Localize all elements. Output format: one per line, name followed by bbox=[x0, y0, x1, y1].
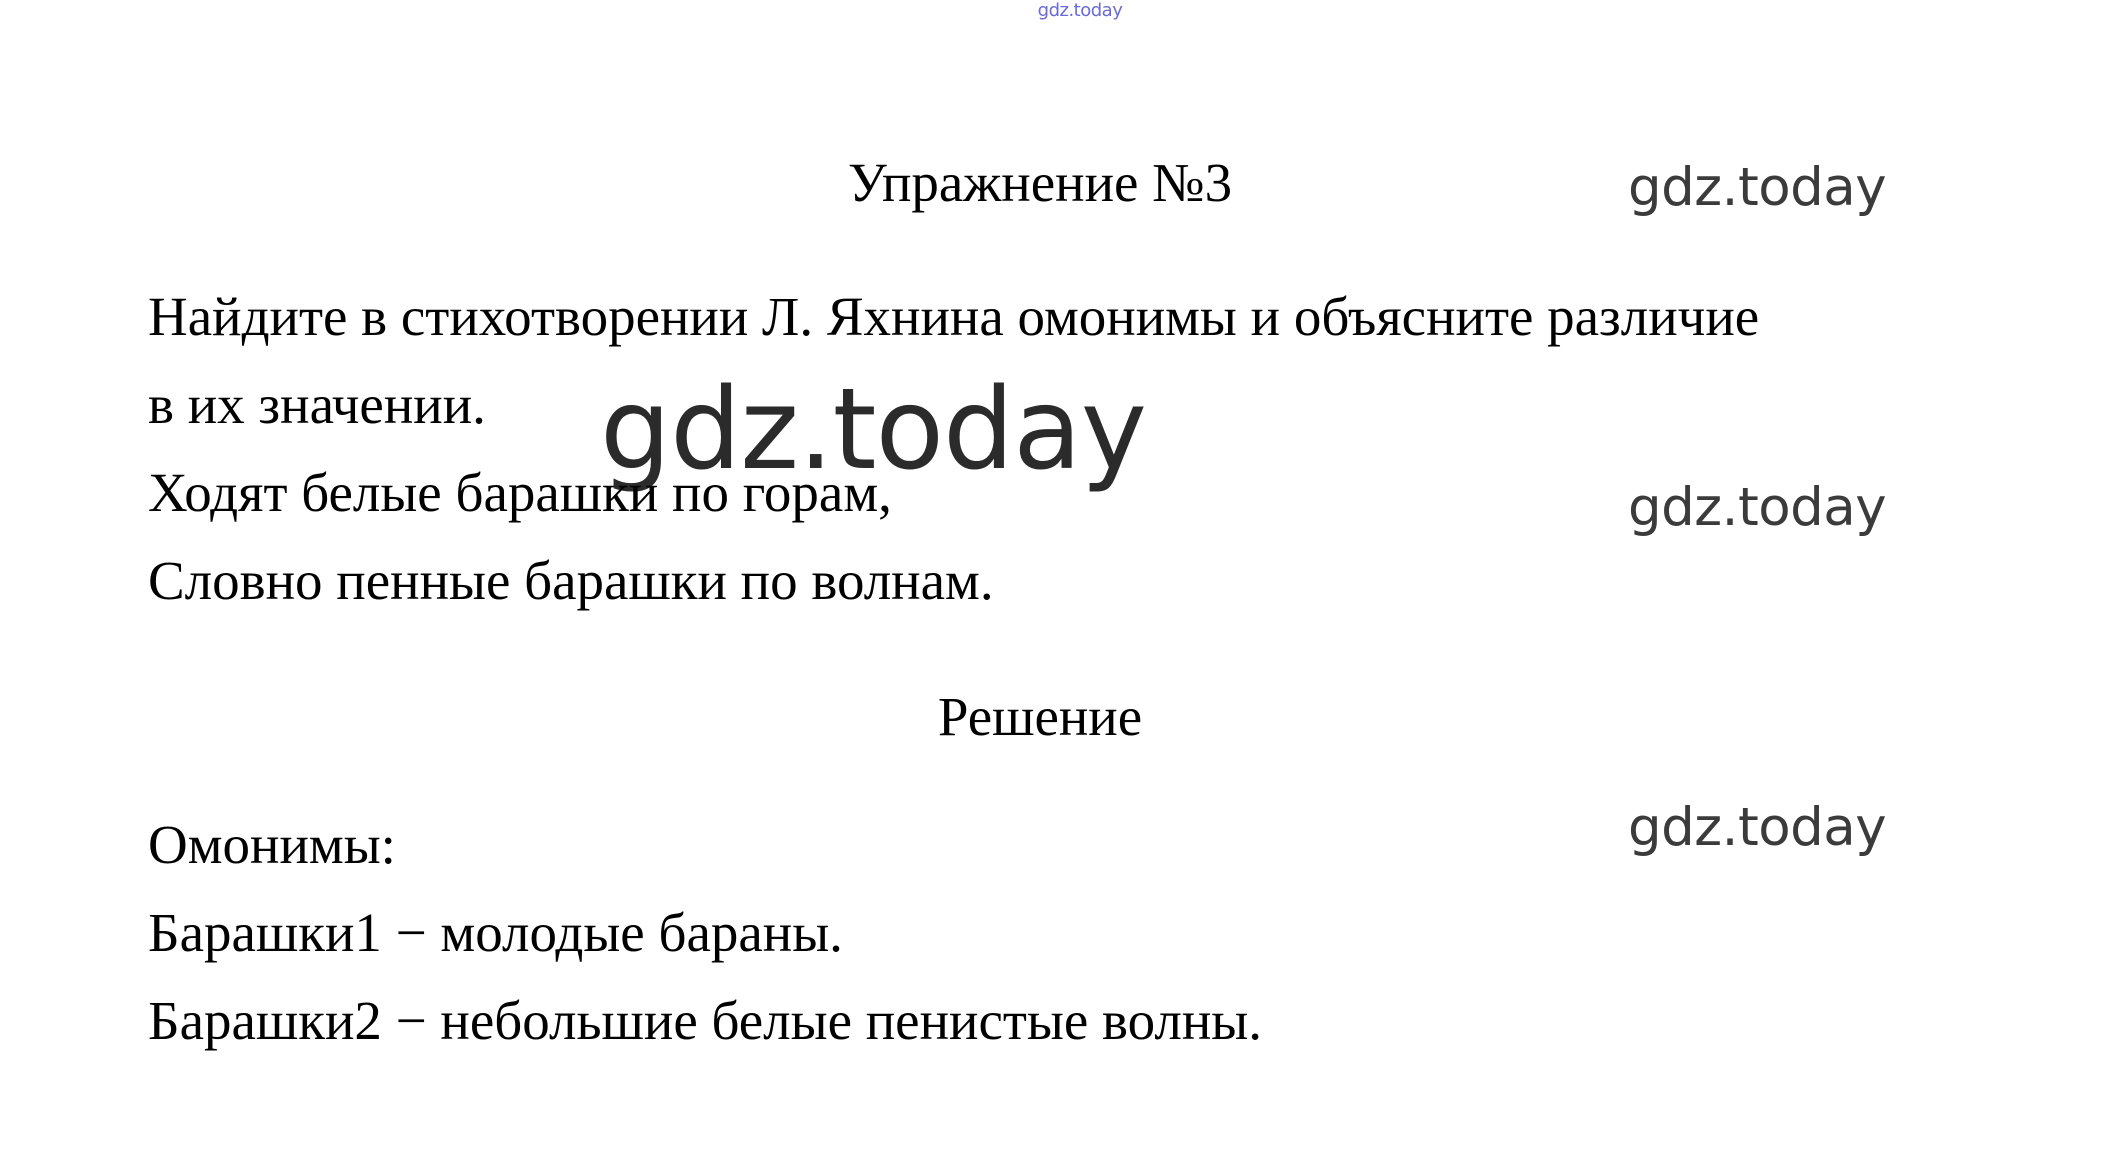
solution-heading: Решение bbox=[937, 686, 1143, 747]
poem-line: Словно пенные барашки по волнам. bbox=[148, 550, 994, 611]
poem-line: Ходят белые барашки по горам, bbox=[148, 462, 892, 523]
watermark-side: gdz.today bbox=[1628, 797, 1887, 858]
solution-item: Барашки2 − небольшие белые пенистые волны. bbox=[148, 990, 1262, 1051]
watermark-center: gdz.today bbox=[600, 365, 1147, 495]
watermark-side: gdz.today bbox=[1628, 157, 1887, 218]
watermark-side: gdz.today bbox=[1628, 477, 1887, 538]
solution-intro: Омонимы: bbox=[148, 814, 396, 875]
exercise-title: Упражнение №3 bbox=[847, 152, 1233, 213]
solution-item: Барашки1 − молодые бараны. bbox=[148, 902, 843, 963]
task-text-line: Найдите в стихотворении Л. Яхнина омонимы и объясните различие bbox=[148, 286, 1760, 347]
watermark-top: gdz.today bbox=[1037, 0, 1123, 21]
task-text-line: в их значении. bbox=[148, 374, 486, 435]
